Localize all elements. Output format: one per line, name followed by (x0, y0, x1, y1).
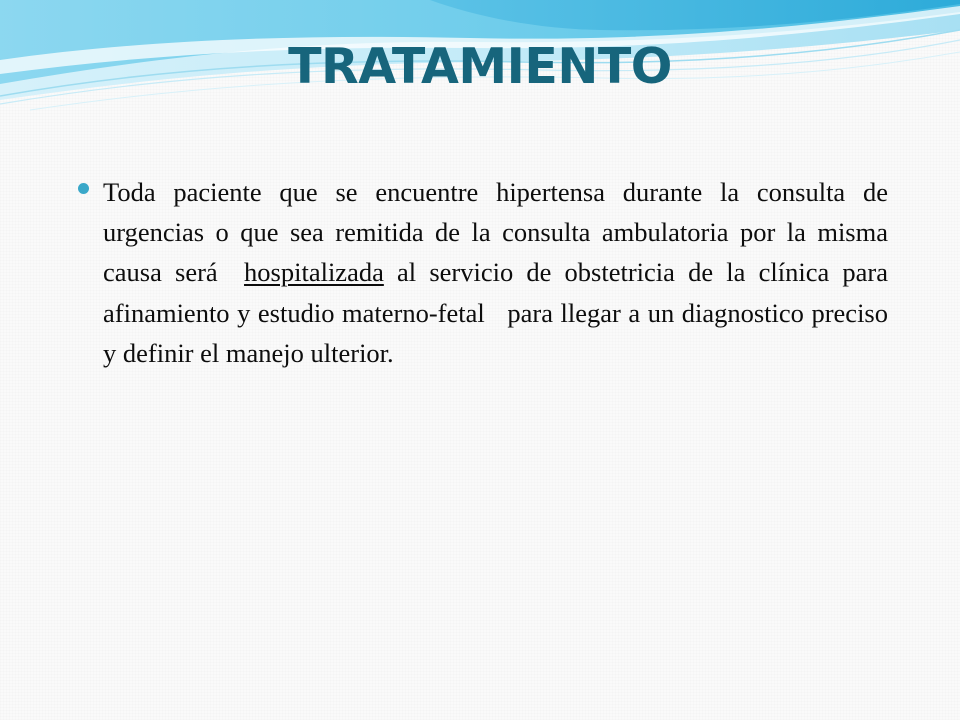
slide-title: TRATAMIENTO (288, 38, 672, 95)
underlined-word: hospitalizada (244, 257, 384, 288)
bullet-text-part: Toda paciente que se encuentre hipertensa durante la consulta de urgencias o que sea remitida de la consulta ambulatoria por la misma causa será (103, 177, 888, 288)
bullet-list (78, 172, 888, 373)
bullet-item (103, 172, 888, 373)
bullet-dot-icon (78, 183, 89, 194)
bullet-text-part: al servicio de obstetricia de la clínica para afinamiento y estudio materno-fetal para llegar a un diagnostico preciso y definir el manejo ulterior. (103, 257, 888, 368)
